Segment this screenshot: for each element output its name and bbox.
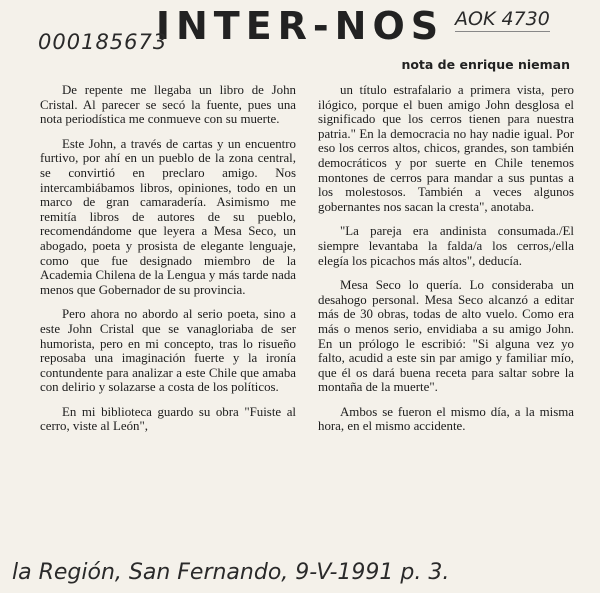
paragraph: Mesa Seco lo quería. Lo consideraba un desahogo personal. Mesa Seco alcanzó a editar más de 30 obras, todas de alto vuelo. Como era más o menos serio, envidiaba a su amigo John. En un prólogo le escribió: "Si alguna vez yo falto, acudid a este sin par amigo y familiar mío, que él os dará buena receta para saltar sobre la montaña de la muerte". — [318, 278, 574, 395]
byline: nota de enrique nieman — [401, 57, 570, 72]
paragraph: De repente me llegaba un libro de John Cristal. Al parecer se secó la fuente, pues una nota periodística me conmueve con su muerte. — [40, 83, 296, 127]
paragraph: Ambos se fueron el mismo día, a la misma hora, en el mismo accidente. — [318, 404, 574, 434]
source-citation: la Región, San Fernando, 9-V-1991 p. 3. — [12, 560, 450, 585]
archive-reference: AOK 4730 — [455, 8, 550, 30]
paragraph: Este John, a través de cartas y un encuentro furtivo, por ahí en un pueblo de la zona central, se convirtió en preclaro amigo. Nos intercambiábamos libros, opiniones, todo en un marco de gran camaradería. Asimismo me remitía libros de autores de su pueblo, recomendándome que leyera a Mesa Seco, un abogado, poeta y prosista de elegante lenguaje, como que fue designado miembro de la Academia Chilena de la Lengua y más tarde nada menos que Gobernador de su provincia. — [40, 136, 296, 297]
headline: INTER-NOS — [155, 4, 445, 48]
paragraph: Pero ahora no abordo al serio poeta, sino a este John Cristal que se vanagloriaba de ser humorista, pero en mi concepto, tras lo risueño reposaba una imaginación fuerte y la ironía contundente para analizar a este Chile que amaba con delirio y solazarse a costa de los políticos. — [40, 307, 296, 395]
paragraph: un título estrafalario a primera vista, pero ilógico, porque el buen amigo John desglosa el significado que los cerros tienen para nuestra patria." En la democracia no hay nadie igual. Por eso los cerros altos, chicos, grandes, son también democráticos y por suerte en Chile tenemos montones de cerros para mandar a sus puntas a los molestosos. También a veces algunos gobernantes nos sacan la cresta", anotaba. — [318, 83, 574, 214]
paragraph: En mi biblioteca guardo su obra "Fuiste al cerro, viste al León", — [40, 404, 296, 434]
left-column — [40, 83, 296, 444]
archive-code: 000185673 — [38, 30, 168, 54]
paragraph: "La pareja era andinista consumada./El siempre levantaba la falda/a los cerros,/ella elegía los picachos más altos", deducía. — [318, 224, 574, 268]
right-column — [318, 83, 574, 444]
